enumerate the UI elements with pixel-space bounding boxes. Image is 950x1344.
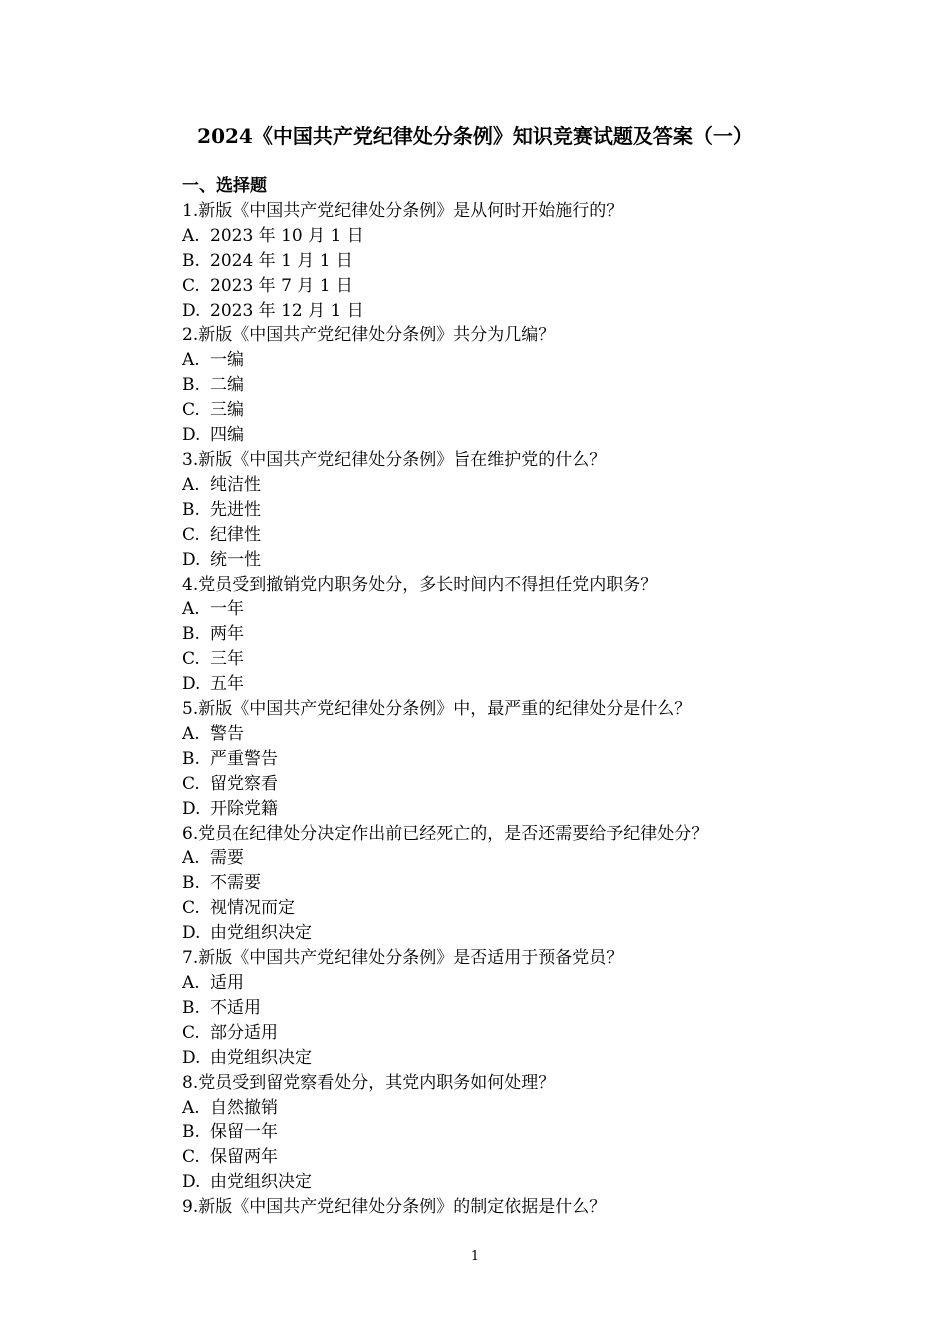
option-letter: C. [182,898,200,919]
option-text: 两年 [210,624,244,645]
question-text: 7.新版《中国共产党纪律处分条例》是否适用于预备党员？ [182,948,624,969]
option-letter: A. [182,1097,200,1118]
answer-option [182,896,802,921]
option-letter: D. [182,549,201,570]
answer-option [182,274,802,299]
option-letter: B. [182,873,200,894]
option-text: 警告 [210,723,244,744]
document-title: 2024《中国共产党纪律处分条例》知识竞赛试题及答案（一） [197,124,753,148]
page-number: 1 [470,1249,480,1264]
option-text: 需要 [210,848,244,869]
option-letter: B. [182,624,200,645]
option-letter: A. [182,599,200,620]
option-text: 三年 [210,649,244,670]
option-letter: D. [182,674,201,695]
option-text: 四编 [210,425,244,446]
answer-option [182,921,802,946]
option-text: 2023 年 7 月 1 日 [210,275,353,296]
answer-option [182,747,802,772]
option-text: 由党组织决定 [210,923,312,944]
option-text: 开除党籍 [210,798,278,819]
answer-option [182,498,802,523]
answer-option [182,1170,802,1195]
option-letter: B. [182,375,200,396]
option-text: 留党察看 [210,773,278,794]
answer-option [182,299,802,324]
answer-option [182,423,802,448]
option-text: 纯洁性 [210,474,261,495]
option-text: 由党组织决定 [210,1047,312,1068]
option-letter: B. [182,499,200,520]
answer-option [182,647,802,672]
option-text: 严重警告 [210,748,278,769]
option-text: 2023 年 12 月 1 日 [210,300,364,321]
answer-option [182,1046,802,1071]
answer-option [182,622,802,647]
section-heading: 一、选择题 [182,176,267,196]
option-text: 二编 [210,375,244,396]
option-text: 2023 年 10 月 1 日 [210,225,364,246]
option-letter: A. [182,474,200,495]
question-text: 2.新版《中国共产党纪律处分条例》共分为几编？ [182,325,556,346]
questions-container [182,199,802,1220]
option-letter: C. [182,400,200,421]
answer-option [182,548,802,573]
answer-option [182,373,802,398]
option-letter: D. [182,1047,201,1068]
answer-option [182,1021,802,1046]
question-text: 8.党员受到留党察看处分，其党内职务如何处理？ [182,1072,556,1093]
answer-option [182,224,802,249]
option-text: 统一性 [210,549,261,570]
option-text: 五年 [210,674,244,695]
option-letter: D. [182,1172,201,1193]
answer-option [182,348,802,373]
option-text: 不适用 [210,997,261,1018]
option-text: 三编 [210,400,244,421]
answer-option [182,473,802,498]
answer-option [182,672,802,697]
option-letter: D. [182,798,201,819]
option-text: 保留一年 [210,1122,278,1143]
option-letter: D. [182,300,201,321]
option-letter: B. [182,250,200,271]
answer-option [182,1096,802,1121]
option-letter: C. [182,649,200,670]
question-text: 6.党员在纪律处分决定作出前已经死亡的，是否还需要给予纪律处分？ [182,823,709,844]
option-text: 2024 年 1 月 1 日 [210,250,353,271]
option-text: 不需要 [210,873,261,894]
answer-option [182,597,802,622]
option-letter: C. [182,1022,200,1043]
question-text: 9.新版《中国共产党纪律处分条例》的制定依据是什么？ [182,1197,607,1218]
question-text: 5.新版《中国共产党纪律处分条例》中，最严重的纪律处分是什么？ [182,699,692,720]
option-letter: C. [182,275,200,296]
question-text: 4.党员受到撤销党内职务处分，多长时间内不得担任党内职务？ [182,574,658,595]
option-text: 自然撤销 [210,1097,278,1118]
answer-option [182,523,802,548]
answer-option [182,871,802,896]
option-text: 视情况而定 [210,898,295,919]
option-text: 适用 [210,973,244,993]
answer-option [182,971,802,996]
option-letter: A. [182,225,200,246]
answer-option [182,996,802,1021]
option-letter: C. [182,1147,200,1168]
answer-option [182,722,802,747]
answer-option [182,1145,802,1170]
question-list [182,174,802,1220]
answer-option [182,797,802,822]
option-letter: A. [182,848,200,869]
option-letter: C. [182,524,200,545]
option-letter: A. [182,350,200,371]
answer-option [182,846,802,871]
option-letter: A. [182,973,200,993]
option-letter: B. [182,1122,200,1143]
answer-option [182,398,802,423]
answer-option [182,1120,802,1145]
option-text: 先进性 [210,499,261,520]
option-letter: A. [182,723,200,744]
option-text: 由党组织决定 [210,1172,312,1193]
answer-option [182,772,802,797]
option-letter: B. [182,997,200,1018]
option-letter: B. [182,748,200,769]
option-text: 一年 [210,599,244,620]
question-text: 1.新版《中国共产党纪律处分条例》是从何时开始施行的？ [182,200,624,221]
option-text: 保留两年 [210,1147,278,1168]
option-text: 部分适用 [210,1022,278,1043]
answer-option [182,249,802,274]
question-text: 3.新版《中国共产党纪律处分条例》旨在维护党的什么？ [182,449,607,470]
option-letter: D. [182,923,201,944]
option-letter: C. [182,773,200,794]
option-text: 一编 [210,350,244,371]
option-text: 纪律性 [210,524,261,545]
option-letter: D. [182,425,201,446]
